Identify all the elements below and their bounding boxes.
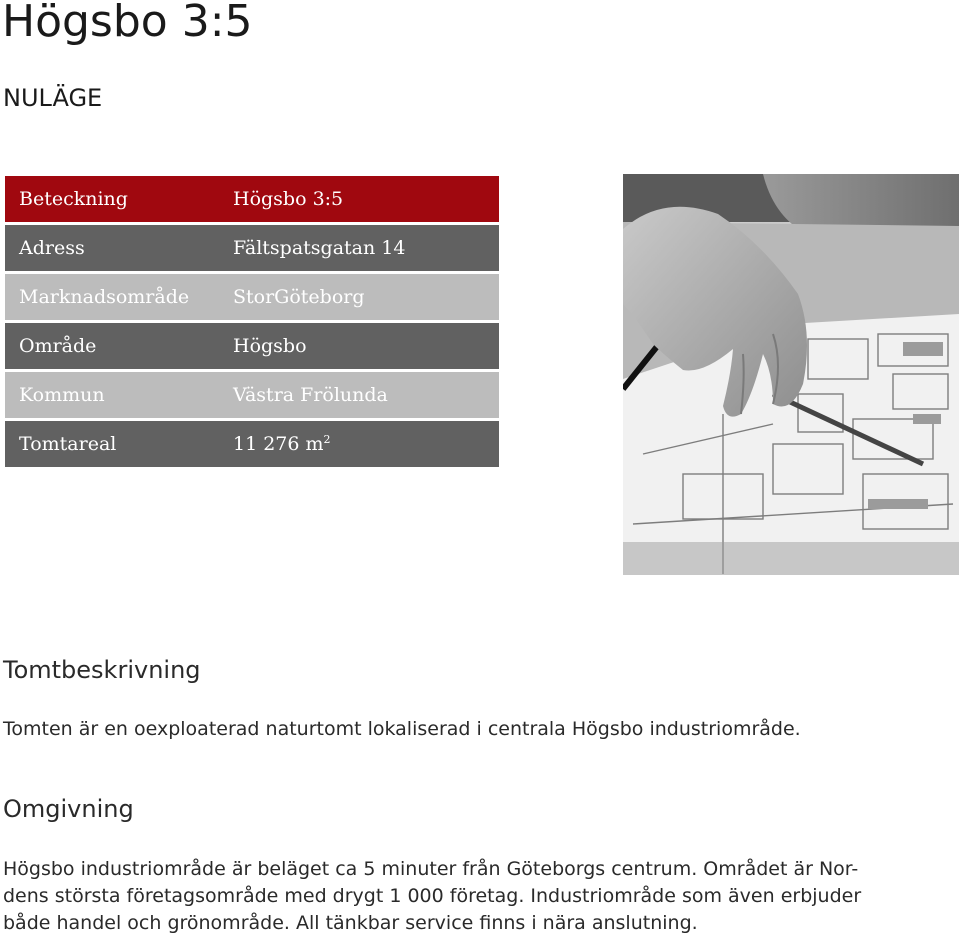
fact-row-tomtareal <box>5 421 499 467</box>
page-title: Högsbo 3:5 <box>2 0 253 47</box>
tomtbeskrivning-heading: Tomtbeskrivning <box>3 656 201 684</box>
fact-value: Högsbo <box>233 335 307 357</box>
omgivning-line: både handel och grönområde. All tänkbar service finns i nära anslutning. <box>3 912 698 934</box>
fact-row-adress <box>5 225 499 271</box>
omgivning-line: Högsbo industriområde är beläget ca 5 minuter från Göteborgs centrum. Området är Nor- <box>3 858 859 880</box>
fact-value: Fältspatsgatan 14 <box>233 237 406 259</box>
fact-key: Marknadsområde <box>19 286 190 308</box>
fact-row-omrade <box>5 323 499 369</box>
fact-row-beteckning <box>5 176 499 222</box>
omgivning-line: dens största företagsområde med drygt 1 000 företag. Industriområde som även erbjuder <box>3 885 862 907</box>
fact-row-marknadsomrade <box>5 274 499 320</box>
fact-value <box>233 433 331 455</box>
fact-key: Adress <box>19 237 85 259</box>
fact-key: Område <box>19 335 97 357</box>
area-value: 11 276 m <box>233 433 324 456</box>
area-unit-superscript: 2 <box>323 432 331 446</box>
tomtbeskrivning-text: Tomten är en oexploaterad naturtomt lokaliserad i centrala Högsbo industriområde. <box>3 718 801 740</box>
omgivning-text <box>3 856 953 937</box>
fact-key: Tomtareal <box>19 433 117 455</box>
section-label: NULÄGE <box>3 84 103 112</box>
omgivning-heading: Omgivning <box>3 795 134 823</box>
fact-value: Västra Frölunda <box>233 384 388 406</box>
fact-value: StorGöteborg <box>233 286 365 308</box>
fact-row-kommun <box>5 372 499 418</box>
fact-key: Kommun <box>19 384 105 406</box>
fact-key: Beteckning <box>19 188 128 210</box>
fact-value: Högsbo 3:5 <box>233 188 344 210</box>
property-facts-table <box>5 176 499 470</box>
photo-hand-drawing-plan-icon <box>623 174 959 575</box>
